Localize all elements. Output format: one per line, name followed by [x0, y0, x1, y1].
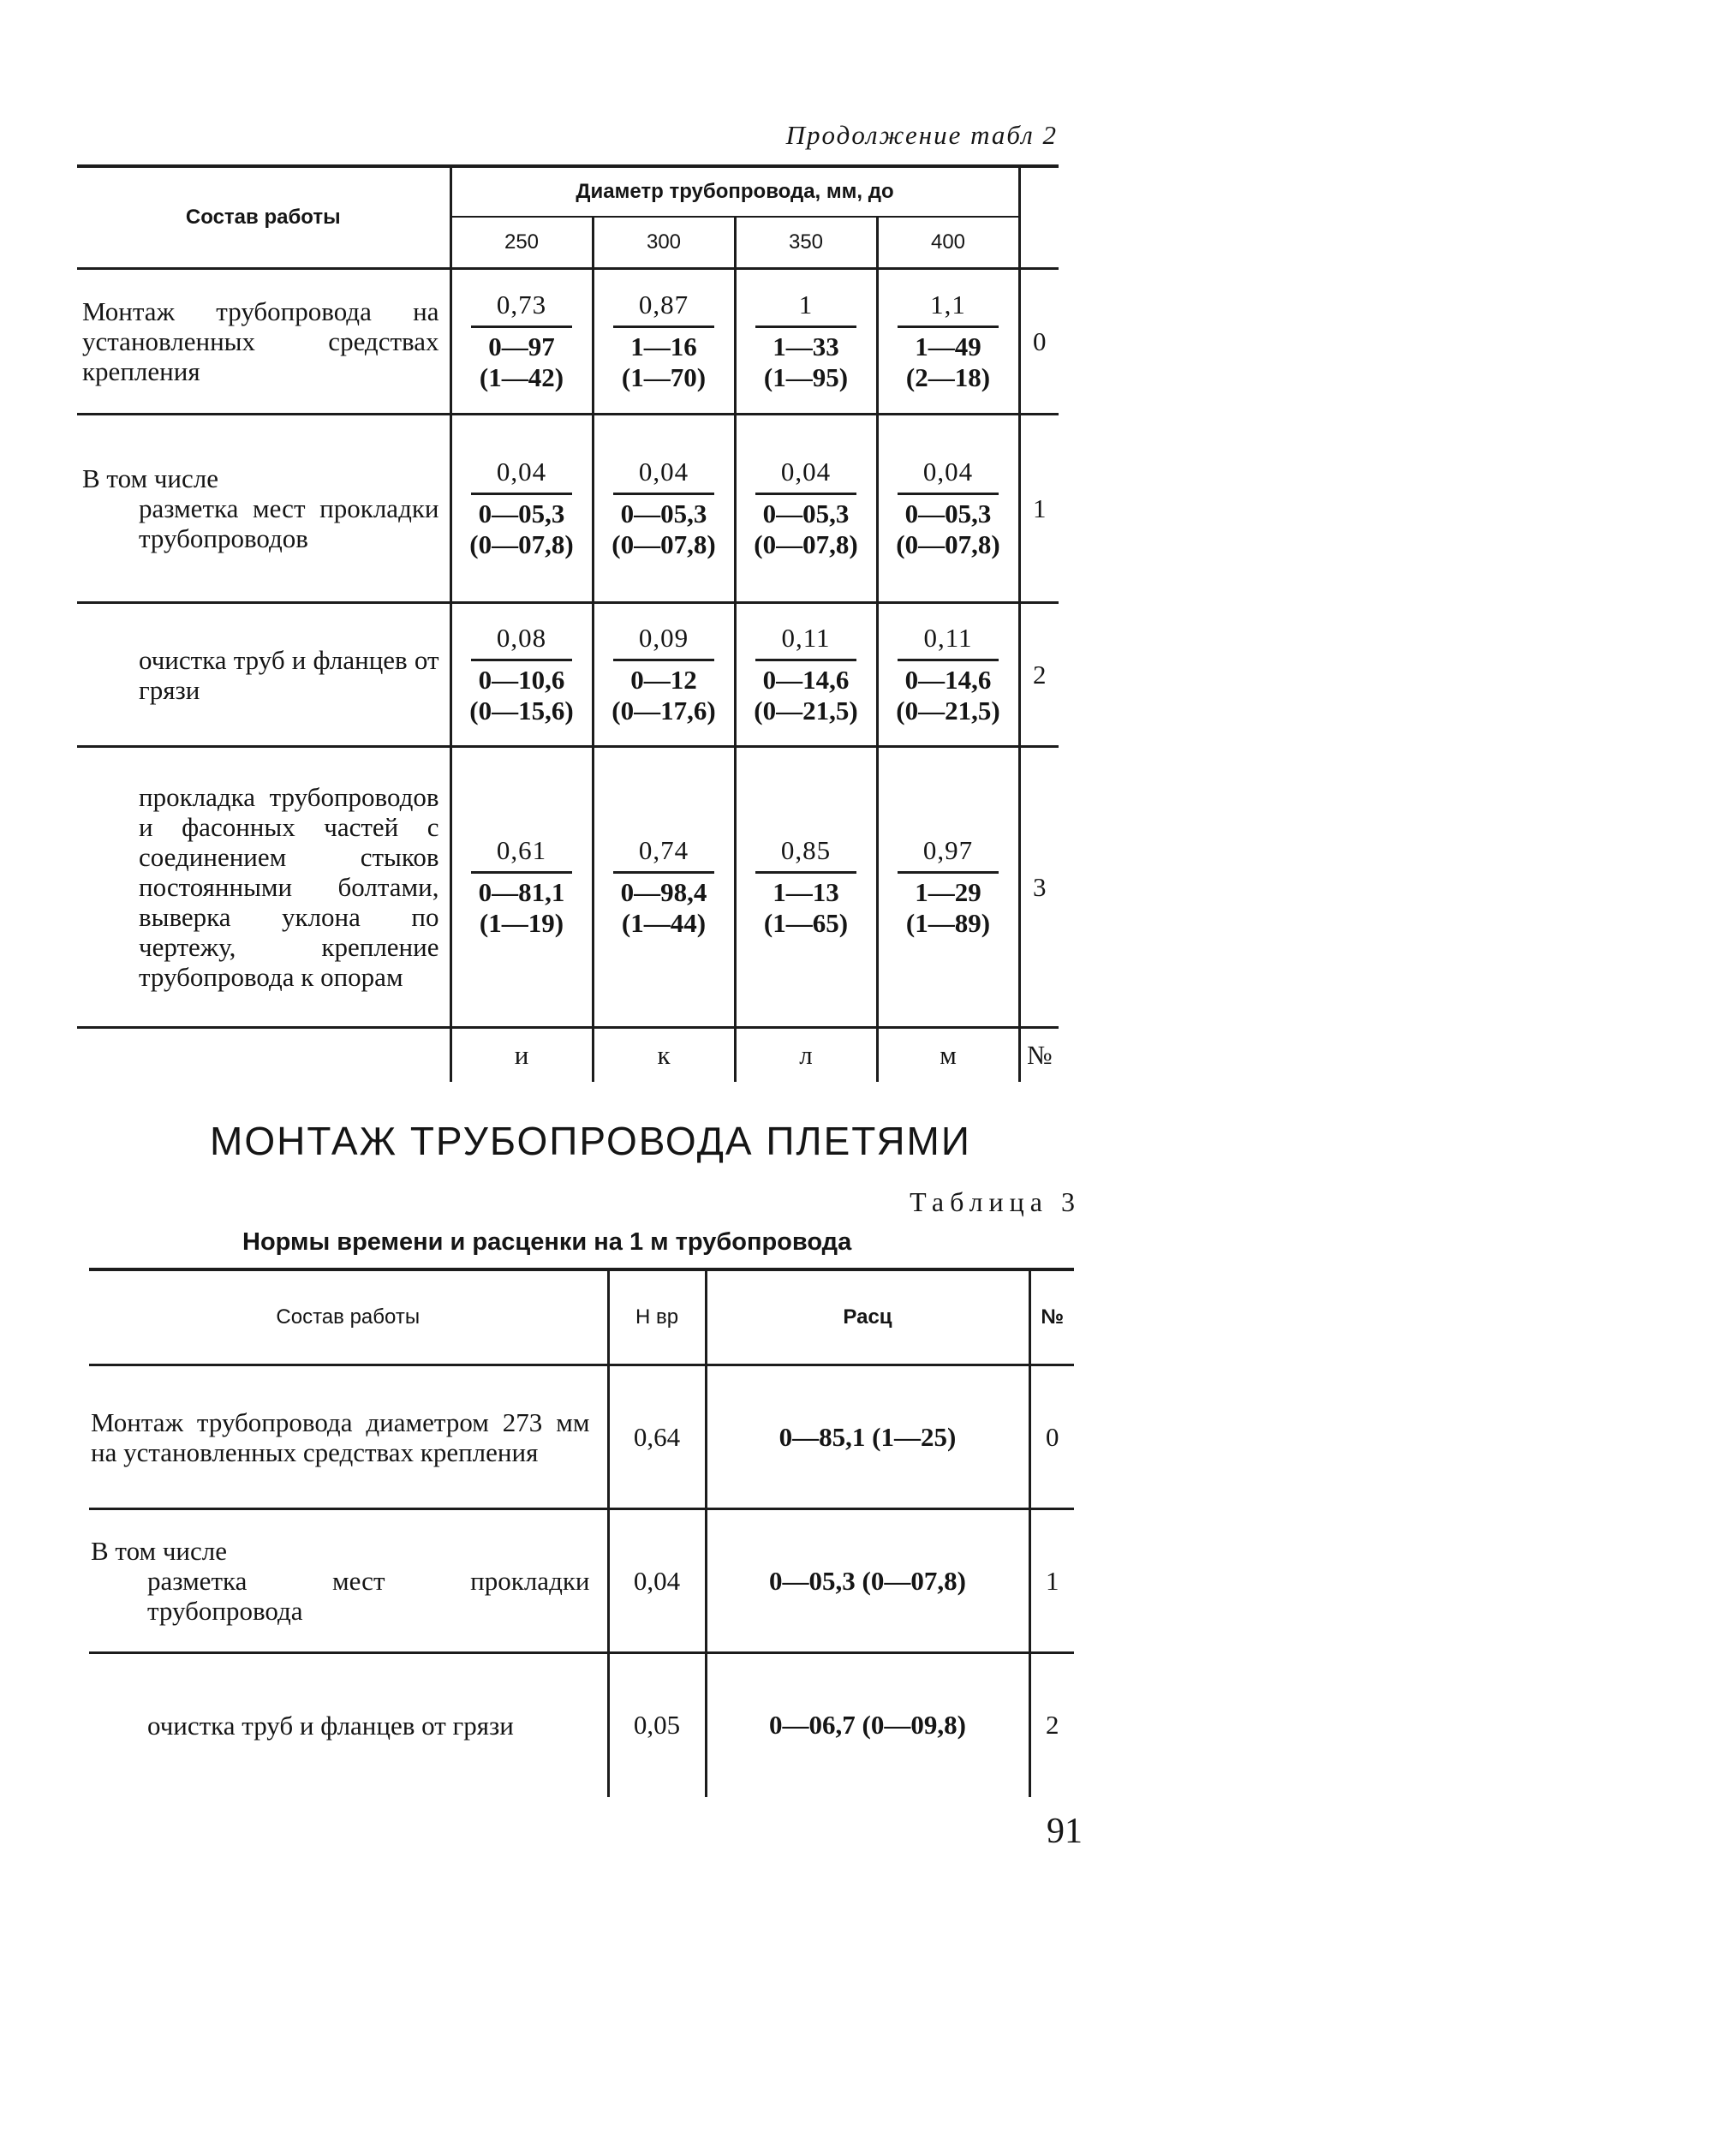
- rate-value: 0—85,1 (1—25): [706, 1365, 1029, 1509]
- header-number: №: [1041, 1305, 1065, 1329]
- work-text: разметка мест прокладки трубопровода: [147, 1566, 590, 1626]
- table-2: [77, 164, 1059, 1082]
- rate-alt-value: (0—17,6): [611, 696, 716, 726]
- rate-value: 1—49: [915, 331, 981, 361]
- letters-empty-cell: [77, 1028, 450, 1083]
- rate-alt-value: (1—19): [479, 908, 564, 938]
- time-norm: 0,05: [608, 1653, 706, 1797]
- rate-cell: [450, 603, 593, 747]
- rate-alt-value: (1—95): [763, 362, 849, 392]
- row-number: 2: [1046, 1710, 1059, 1741]
- work-text: Монтаж трубопровода диаметром 273 мм на установленных средствах крепления: [91, 1406, 590, 1467]
- column-letter: л: [735, 1028, 877, 1083]
- time-norm: 0,73: [471, 290, 572, 328]
- rate-value: 0—05,3: [478, 499, 565, 529]
- table-row: [89, 1509, 1074, 1653]
- table-3-caption: Нормы времени и расценки на 1 м трубопровода: [242, 1228, 852, 1256]
- time-norm: 0,04: [613, 457, 714, 495]
- rate-cell: [877, 747, 1019, 1028]
- rate-alt-value: (0—21,5): [896, 696, 1000, 726]
- row-number: 0: [1046, 1421, 1059, 1452]
- rate-value: 0—12: [630, 665, 697, 695]
- rate-cell: [735, 269, 877, 415]
- column-letters-row: [77, 1028, 1059, 1083]
- time-norm: 1,1: [898, 290, 999, 328]
- rate-alt-value: (1—44): [621, 908, 707, 938]
- row-number: 1: [1046, 1565, 1059, 1596]
- row-number: 1: [1033, 493, 1047, 523]
- rate-value: 1—16: [630, 331, 697, 361]
- time-norm: 0,74: [613, 835, 714, 874]
- time-norm: 1: [755, 290, 856, 328]
- work-text: прокладка трубопроводов и фасонных частей с соединением стыков постоянными болтами, выверка уклона по чертежу, крепление трубопровода к опорам: [139, 782, 439, 992]
- rate-value: 0—81,1: [478, 877, 565, 907]
- work-description: [77, 415, 450, 603]
- time-norm: 0,04: [755, 457, 856, 495]
- rate-value: 1—33: [773, 331, 839, 361]
- work-heading: В том числе: [91, 1536, 228, 1566]
- rate-alt-value: (0—21,5): [754, 696, 858, 726]
- row-number: 2: [1033, 659, 1047, 690]
- section-title: МОНТАЖ ТРУБОПРОВОДА ПЛЕТЯМИ: [210, 1119, 971, 1163]
- work-text: очистка труб и фланцев от грязи: [139, 644, 439, 705]
- table-row: [77, 415, 1059, 603]
- work-description: [77, 603, 450, 747]
- rate-alt-value: (1—42): [479, 362, 564, 392]
- rate-value: 0—10,6: [478, 665, 565, 695]
- page-number: 91: [1047, 1812, 1083, 1851]
- rate-cell: [593, 747, 735, 1028]
- rate-value: 1—29: [915, 877, 981, 907]
- time-norm: 0,64: [608, 1365, 706, 1509]
- table-row: [77, 603, 1059, 747]
- header-diameter-400: 400: [877, 217, 1019, 269]
- rate-value: 0—14,6: [762, 665, 850, 695]
- rate-alt-value: (1—70): [621, 362, 707, 392]
- work-description: [77, 747, 450, 1028]
- rate-alt-value: (0—07,8): [469, 529, 574, 559]
- rate-cell: [450, 415, 593, 603]
- rate-cell: [735, 415, 877, 603]
- time-norm: 0,08: [471, 623, 572, 661]
- time-norm: 0,11: [898, 623, 999, 661]
- table-row: [77, 747, 1059, 1028]
- column-letter: к: [593, 1028, 735, 1083]
- rate-value: 0—05,3: [762, 499, 850, 529]
- rate-cell: [593, 603, 735, 747]
- work-description: [89, 1365, 608, 1509]
- time-norm: 0,61: [471, 835, 572, 874]
- work-description: [77, 269, 450, 415]
- header-empty-cell: [1019, 166, 1059, 269]
- rate-alt-value: (1—89): [905, 908, 991, 938]
- rate-alt-value: (2—18): [905, 362, 991, 392]
- rate-value: 0—14,6: [904, 665, 992, 695]
- work-text: очистка труб и фланцев от грязи: [147, 1710, 514, 1741]
- table-3: [89, 1268, 1074, 1797]
- header-work-composition: Состав работы: [276, 1305, 421, 1329]
- number-sign-label: №: [1026, 1040, 1053, 1070]
- time-norm: 0,87: [613, 290, 714, 328]
- rate-value: 0—05,3: [904, 499, 992, 529]
- time-norm: 0,04: [608, 1509, 706, 1653]
- table-3-label: Таблица 3: [910, 1186, 1081, 1217]
- rate-value: 0—98,4: [620, 877, 707, 907]
- rate-cell: [593, 415, 735, 603]
- rate-value: 0—05,3: [620, 499, 707, 529]
- rate-alt-value: (1—65): [763, 908, 849, 938]
- table-row: [89, 1653, 1074, 1797]
- column-letter: м: [877, 1028, 1019, 1083]
- header-diameter-300: 300: [593, 217, 735, 269]
- row-number: 3: [1033, 871, 1047, 902]
- time-norm: 0,11: [755, 623, 856, 661]
- header-diameter: [450, 166, 1019, 217]
- table-continuation-caption: Продолжение табл 2: [785, 120, 1058, 150]
- table-3-header-row: [89, 1269, 1074, 1365]
- header-diameter-250: 250: [450, 217, 593, 269]
- work-description: [89, 1653, 608, 1797]
- header-diameter-350: 350: [735, 217, 877, 269]
- time-norm: 0,97: [898, 835, 999, 874]
- work-text: разметка мест прокладки трубопроводов: [139, 493, 439, 553]
- rate-cell: [877, 603, 1019, 747]
- rate-alt-value: (0—15,6): [469, 696, 574, 726]
- rate-cell: [593, 269, 735, 415]
- rate-value: 0—97: [488, 331, 555, 361]
- rate-alt-value: (0—07,8): [754, 529, 858, 559]
- header-rate: Расц: [706, 1269, 1029, 1365]
- time-norm: 0,04: [471, 457, 572, 495]
- rate-cell: [735, 747, 877, 1028]
- work-text: Монтаж трубопровода на установленных средствах крепления: [82, 296, 439, 386]
- rate-alt-value: (0—07,8): [896, 529, 1000, 559]
- header-diameter-label: Диаметр трубопровода, мм, до: [576, 180, 894, 203]
- column-letter: и: [450, 1028, 593, 1083]
- time-norm: 0,04: [898, 457, 999, 495]
- header-work-composition: Состав работы: [77, 166, 450, 269]
- time-norm: 0,09: [613, 623, 714, 661]
- rate-value: 0—06,7 (0—09,8): [706, 1653, 1029, 1797]
- rate-value: 0—05,3 (0—07,8): [706, 1509, 1029, 1653]
- time-norm: 0,85: [755, 835, 856, 874]
- table-row: [77, 269, 1059, 415]
- rate-cell: [450, 747, 593, 1028]
- rate-cell: [877, 415, 1019, 603]
- work-heading: В том числе: [82, 463, 219, 493]
- rate-alt-value: (0—07,8): [611, 529, 716, 559]
- header-time-norm: Н вр: [608, 1269, 706, 1365]
- work-description: [89, 1509, 608, 1653]
- rate-cell: [735, 603, 877, 747]
- rate-cell: [450, 269, 593, 415]
- table-row: [89, 1365, 1074, 1509]
- rate-value: 1—13: [773, 877, 839, 907]
- rate-cell: [877, 269, 1019, 415]
- row-number: 0: [1033, 325, 1047, 356]
